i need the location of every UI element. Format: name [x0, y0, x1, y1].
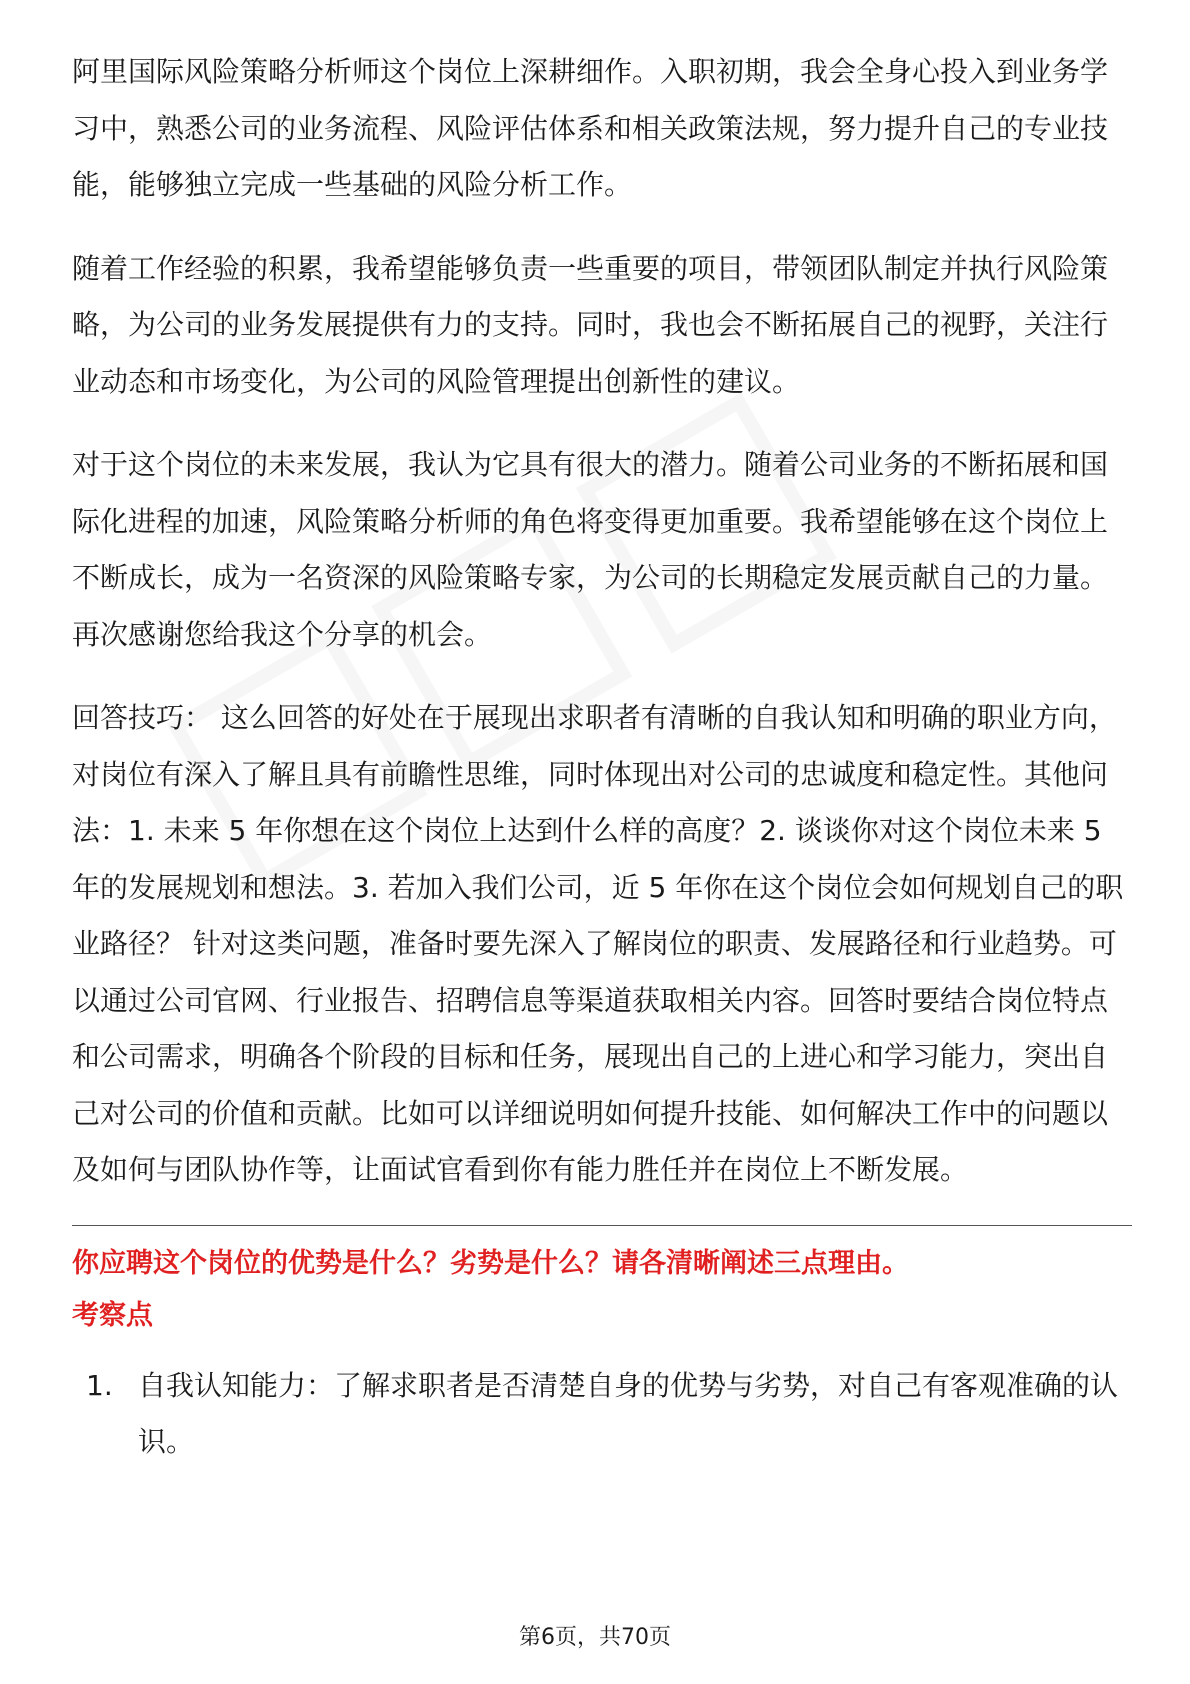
paragraph-3: 对于这个岗位的未来发展，我认为它具有很大的潜力。随着公司业务的不断拓展和国际化进程的加速，风险策略分析师的角色将变得更加重要。我希望能够在这个岗位上不断成长，成为一名资深的风险策略专家，为公司的长期稳定发展贡献自己的力量。再次感谢您给我这个分享的机会。 — [72, 448, 1109, 651]
page-footer: 第6页，共70页 — [519, 1625, 671, 1650]
answer-tips-paragraph: 回答技巧： 这么回答的好处在于展现出求职者有清晰的自我认知和明确的职业方向，对岗位有深入了解且具有前瞻性思维，同时体现出对公司的忠诚度和稳定性。其他问法：1. 未来 5 年你想在这个岗位上达到什么样的高度？2. 谈谈你对这个岗位未来 5 年的发展规划和想法。3. 若加入我们公司，近 5 年你在这个岗位会如何规划自己的职业路径？ 针对这类问题，准备时要先深入了解岗位的职责、发展路径和行业趋势。可以通过公司官网、行业报告、招聘信息等渠道获取相关内容。回答时要结合岗位特点和公司需求，明确各个阶段的目标和任务，展现出自己的上进心和学习能力，突出自己对公司的价值和贡献。比如可以详细说明如何提升技能、如何解决工作中的问题以及如何与团队协作等，让面试官看到你有能力胜任并在岗位上不断发展。 — [72, 701, 1124, 1186]
question-heading: 你应聘这个岗位的优势是什么？劣势是什么？请各清晰阐述三点理由。 — [72, 1247, 909, 1279]
list-item-number: 1. — [86, 1368, 113, 1402]
paragraph-2: 随着工作经验的积累，我希望能够负责一些重要的项目，带领团队制定并执行风险策略，为公司的业务发展提供有力的支持。同时，我也会不断拓展自己的视野，关注行业动态和市场变化，为公司的风险管理提出创新性的建议。 — [72, 251, 1109, 398]
section-label: 考察点 — [72, 1299, 153, 1331]
document-body — [72, 44, 1132, 1471]
list-item-text: 自我认知能力：了解求职者是否清楚自身的优势与劣势，对自己有客观准确的认识。 — [138, 1368, 1119, 1458]
assessment-list — [72, 1358, 1132, 1471]
paragraph-1: 阿里国际风险策略分析师这个岗位上深耕细作。入职初期，我会全身心投入到业务学习中，熟悉公司的业务流程、风险评估体系和相关政策法规，努力提升自己的专业技能，能够独立完成一些基础的风险分析工作。 — [72, 55, 1109, 201]
list-item — [72, 1358, 1132, 1471]
section-divider — [72, 1225, 1132, 1226]
